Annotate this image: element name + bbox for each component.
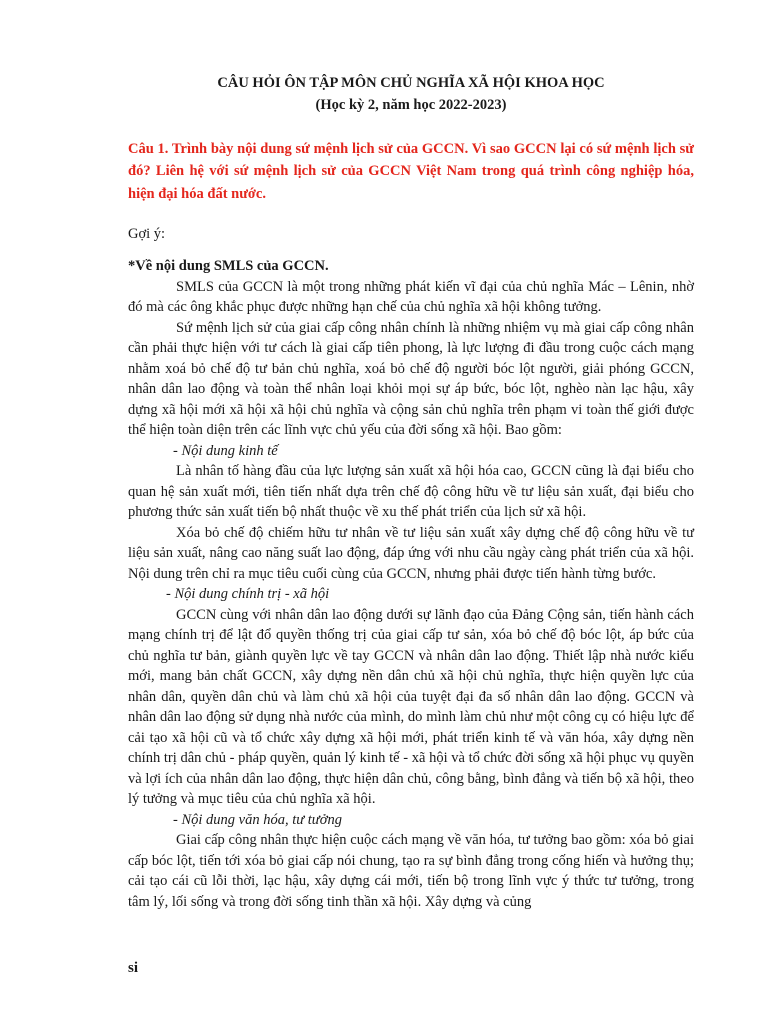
paragraph-3: Là nhân tố hàng đầu của lực lượng sản xuất xã hội hóa cao, GCCN cũng là đại biểu cho quan hệ sản xuất mới, tiên tiến nhất dựa trên chế độ công hữu về tư liệu sản xuất, đại biểu cho phương thức sản xuất tiến bộ nhất thuộc về xu thế phát triển của lịch sử xã hội.: [128, 463, 694, 521]
paragraph-4: Xóa bỏ chế độ chiếm hữu tư nhân về tư liệu sản xuất xây dựng chế độ công hữu về tư liệu sản xuất, nâng cao năng suất lao động, đáp ứng với nhu cầu ngày càng phát triển của xã hội. Nội dung trên chỉ ra mục tiêu cuối cùng của GCCN, nhưng phải được tiến hành từng bước.: [128, 524, 694, 582]
document-title: CÂU HỎI ÔN TẬP MÔN CHỦ NGHĨA XÃ HỘI KHOA HỌC: [217, 75, 605, 91]
document-subtitle: (Học kỳ 2, năm học 2022-2023): [315, 97, 507, 113]
page-footer: si: [128, 960, 139, 976]
subheading-political-social: - Nội dung chính trị - xã hội: [166, 586, 330, 603]
subheading-culture-ideology: - Nội dung văn hóa, tư tưởng: [173, 811, 342, 828]
subheading-economic: - Nội dung kinh tế: [173, 442, 278, 459]
paragraph-1: SMLS của GCCN là một trong những phát kiến vĩ đại của chủ nghĩa Mác – Lênin, nhờ đó mà các ông khắc phục được những hạn chế của chủ nghĩa xã hội không tưởng.: [128, 278, 694, 316]
paragraph-6: Giai cấp công nhân thực hiện cuộc cách mạng về văn hóa, tư tưởng bao gồm: xóa bỏ giai cấp bóc lột, tiến tới xóa bỏ giai cấp nói chung, tạo ra sự bình đẳng trong cống hiến và hưởng thụ; cải tạo cái cũ lỗi thời, lạc hậu, xây dựng cái mới, tiến bộ trong lĩnh vực ý thức tư tưởng, trong tâm lý, lối sống và trong đời sống tinh thần xã hội. Xây dựng và củng: [128, 832, 694, 910]
paragraph-2: Sứ mệnh lịch sử của giai cấp công nhân chính là những nhiệm vụ mà giai cấp công nhân cần phải thực hiện với tư cách là giai cấp tiên phong, là lực lượng đi đầu trong cuộc cách mạng nhằm xoá bỏ chế độ tư bản chủ nghĩa, xoá bỏ chế độ người bóc lột người, giải phóng GCCN, nhân dân lao động và toàn thể nhân loại khỏi mọi sự áp bức, bóc lột, nghèo nàn lạc hậu, xây dựng xã hội mới xã hội xã hội chủ nghĩa và cộng sản chủ nghĩa trên phạm vi toàn thế giới được thể hiện toàn diện trên các lĩnh vực chủ yếu của đời sống xã hội. Bao gồm:: [128, 319, 694, 439]
hint-label: Gợi ý:: [128, 225, 166, 242]
section-heading: *Về nội dung SMLS của GCCN.: [128, 258, 329, 275]
question-1: Câu 1. Trình bày nội dung sứ mệnh lịch sử của GCCN. Vì sao GCCN lại có sứ mệnh lịch sử đó? Liên hệ với sứ mệnh lịch sử của GCCN Việt Nam trong quá trình công nghiệp hóa, hiện đại hóa đất nước.: [128, 141, 694, 202]
paragraph-5: GCCN cùng với nhân dân lao động dưới sự lãnh đạo của Đảng Cộng sản, tiến hành cách mạng chính trị để lật đổ quyền thống trị của giai cấp tư sản, xóa bỏ chế độ bóc lột, áp bức của chủ nghĩa tư bản, giành quyền lực về tay GCCN và nhân dân lao động. Thiết lập nhà nước kiểu mới, mang bản chất GCCN, xây dựng nền dân chủ xã hội chủ nghĩa, thực hiện quyền lực của nhân dân, quyền dân chủ và làm chủ xã hội của tuyệt đại đa số nhân dân lao động. GCCN và nhân dân lao động sử dụng nhà nước của mình, do mình làm chủ như một công cụ có hiệu lực để cải tạo xã hội cũ và tổ chức xây dựng xã hội mới, phát triển kinh tế và văn hóa, xây dựng nền chính trị dân chủ - pháp quyền, quản lý kinh tế - xã hội và tổ chức đời sống xã hội phục vụ quyền và lợi ích của nhân dân lao động, thực hiện dân chủ, công bằng, bình đẳng và tiến bộ xã hội, theo lý tưởng và mục tiêu của chủ nghĩa xã hội.: [128, 606, 694, 808]
document-page: [128, 72, 694, 912]
